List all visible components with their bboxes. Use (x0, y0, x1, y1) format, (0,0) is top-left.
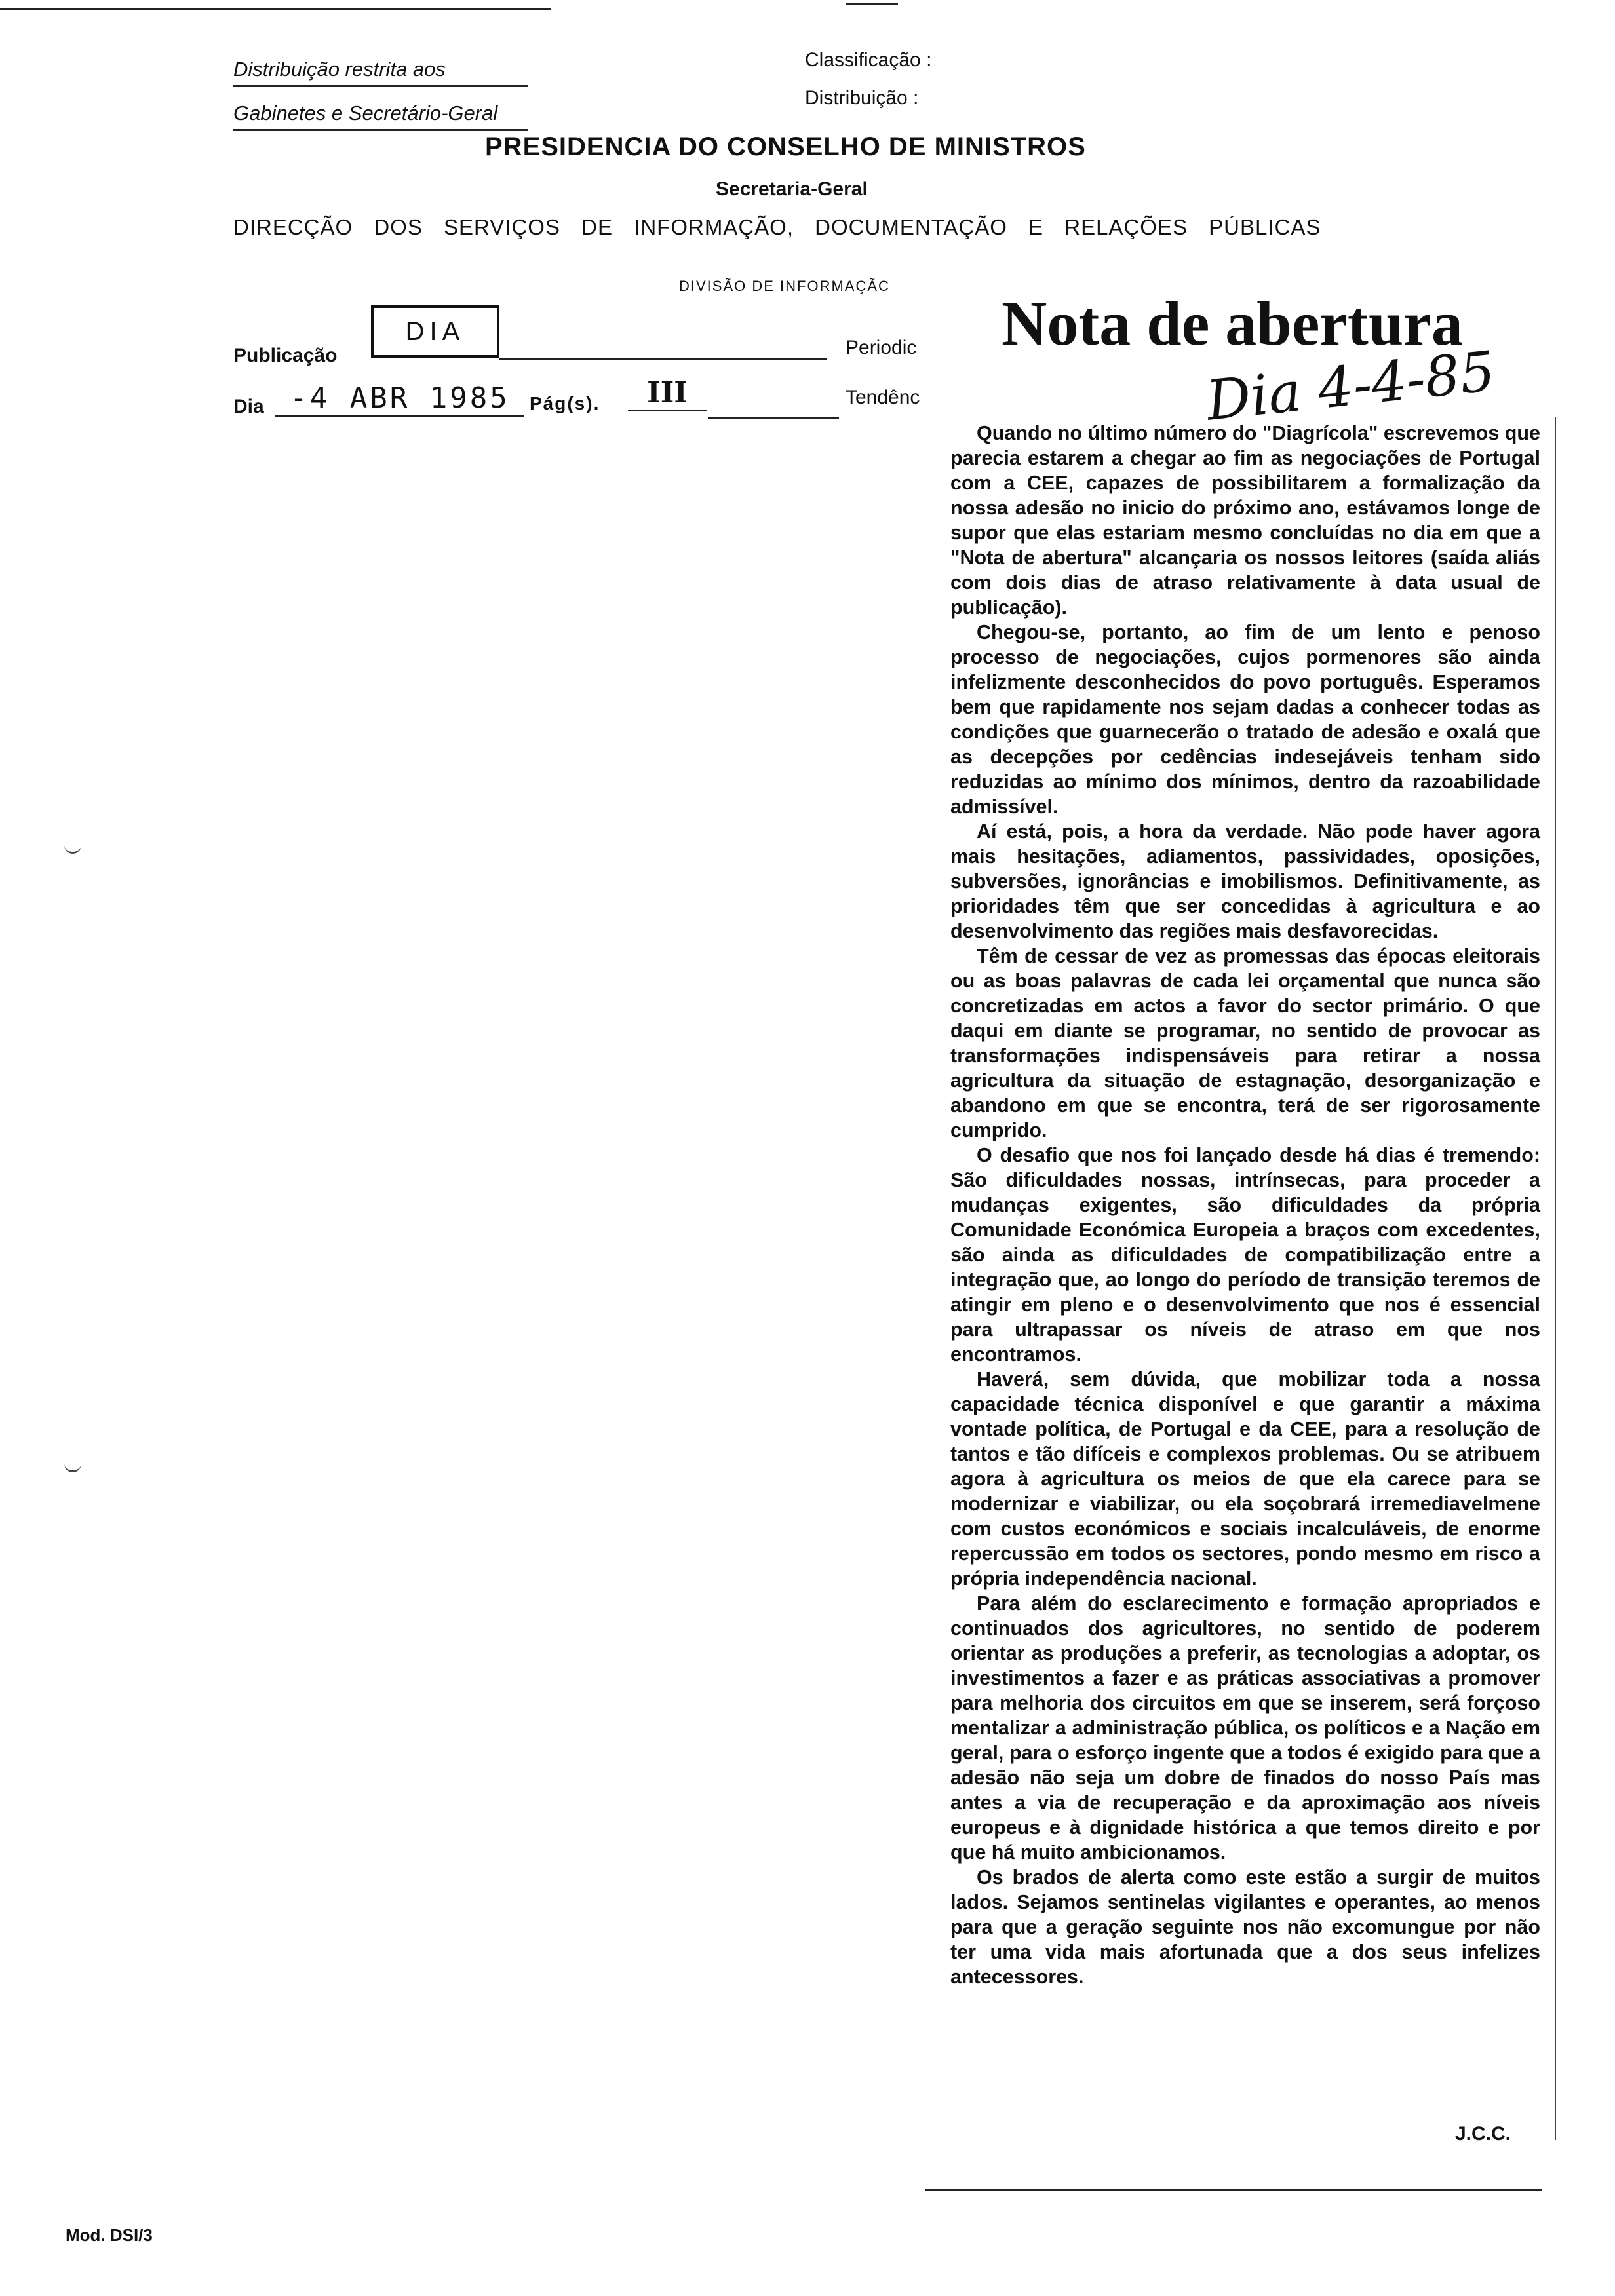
binding-mark (64, 1464, 81, 1472)
distribution-restriction (233, 55, 535, 143)
direccao-heading: DIRECÇÃO DOS SERVIÇOS DE INFORMAÇÃO, DOCUMENTAÇÃO E RELAÇÕES PÚBLICAS (233, 215, 1321, 239)
pag-value: III (628, 376, 707, 411)
article-title: Nota de abertura (1002, 288, 1463, 358)
publicacao-label: Publicação (233, 345, 338, 366)
publicacao-stamp: DIA (371, 305, 499, 358)
form-model-code: Mod. DSI/3 (66, 2225, 153, 2245)
divisao-heading: DIVISÃO DE INFORMAÇÃC (679, 278, 890, 294)
top-dash (846, 3, 898, 5)
article-paragraph: Têm de cessar de vez as promessas das épocas eleitorais ou as boas palavras de cada lei orçamental que nunca são concretizadas em actos a favor do sector primário. O que daqui em diante se programar, no sentido de provocar as transformações indispensáveis para retirar a nossa agricultura da situação de estagnação, desorganização e abandono em que se encontra, terá de ser rigorosamente cumprido. (950, 945, 1540, 1141)
article-author: J.C.C. (1455, 2123, 1511, 2145)
periodic-label: Periodic (846, 337, 917, 358)
article-paragraph: Os brados de alerta como este estão a surgir de muitos lados. Sejamos sentinelas vigilantes e operantes, ao menos para que a geração seguinte nos não excomungue por não ter uma vida mais afortunada que a dos seus infelizes antecessores. (950, 1866, 1540, 1988)
binding-mark (64, 845, 81, 854)
classificacao-label: Classificação : (805, 49, 932, 71)
bottom-rule (925, 2189, 1542, 2191)
publicacao-underline (499, 358, 827, 360)
secretaria-heading: Secretaria-Geral (716, 178, 868, 200)
article-paragraph: Quando no último número do "Diagrícola" escrevemos que parecia estarem a chegar ao fim as negociações de Portugal com a CEE, capazes de possibilitarem a formalização da nossa adesão no inicio do próximo ano, estávamos longe de supor que elas estariam mesmo concluídas no dia em que a "Nota de abertura" alcançaria os nossos leitores (saída aliás com dois dias de atraso relativamente à data usual de publicação). (950, 422, 1540, 619)
distribution-line-1: Distribuição restrita aos (233, 55, 528, 87)
presidencia-heading: PRESIDENCIA DO CONSELHO DE MINISTROS (485, 132, 1086, 161)
pag-label: Pág(s). (530, 393, 600, 413)
article-paragraph: Aí está, pois, a hora da verdade. Não pode haver agora mais hesitações, adiamentos, passividades, oposições, subversões, ignorâncias e imobilismos. Definitivamente, as prioridades têm que ser concedidas à agricultura e ao desenvolvimento das regiões mais desfavorecidas. (950, 820, 1540, 942)
column-rule (1555, 417, 1556, 2140)
tendenc-label: Tendênc (846, 387, 920, 408)
article-paragraph: Chegou-se, portanto, ao fim de um lento e penoso processo de negociações, cujos pormenores são ainda infelizmente desconhecidos do povo português. Esperamos bem que rapidamente nos sejam dadas a conhecer todas as condições que guarnecerão o tratado de adesão e oxalá que as decepções por cedências indesejáveis tenham sido reduzidas ao mínimo dos mínimos, dentro da razoabilidade admissível. (950, 621, 1540, 818)
dia-label: Dia (233, 396, 264, 417)
article-body (950, 421, 1540, 2124)
article-paragraph: Para além do esclarecimento e formação apropriados e continuados dos agricultores, no sentido de poderem orientar as produções a preferir, as tecnologias a adoptar, os investimentos a fazer e as práticas associativas a promover para melhoria dos circuitos em que se inserem, será forçoso mentalizar a administração pública, os políticos e a Nação em geral, para o esforço ingente que a todos é exigido para que a adesão não seja um dobre de finados do nosso País mas antes a via de recuperação e da aproximação aos níveis europeus e à dignidade histórica a que temos direito e por que há muito ambicionamos. (950, 1592, 1540, 1864)
article-paragraph: O desafio que nos foi lançado desde há dias é tremendo: São dificuldades nossas, intrínsecas, para proceder a mudanças exigentes, são dificuldades da própria Comunidade Económica Europeia a braços com excedentes, são ainda as dificuldades de compatibilização entre a integração que, ao longo do período de transição teremos de atingir em pleno e o desenvolvimento que nos é essencial para ultrapassar os níveis de atraso em que nos encontramos. (950, 1144, 1540, 1366)
classification-block (805, 47, 931, 123)
dia-date-stamp: -4 ABR 1985 (275, 381, 524, 417)
top-rule (0, 8, 551, 10)
handwritten-note: Dia 4-4-85 (1203, 339, 1498, 433)
pag-underline (708, 417, 839, 419)
article-paragraph: Haverá, sem dúvida, que mobilizar toda a nossa capacidade técnica disponível e que garantir a máxima vontade política, de Portugal e da CEE, para a resolução de tantos e tão difíceis e complexos problemas. Ou se atribuem agora à agricultura os meios de que ela carece para se modernizar e viabilizar, ou ela soçobrará irremediavelmene com custos económicos e sociais incalculáveis, de enorme repercussão em todos os sectores, pondo mesmo em risco a própria independência nacional. (950, 1368, 1540, 1590)
distribution-line-2: Gabinetes e Secretário-Geral (233, 99, 528, 131)
distribuicao-label: Distribuição : (805, 87, 919, 109)
